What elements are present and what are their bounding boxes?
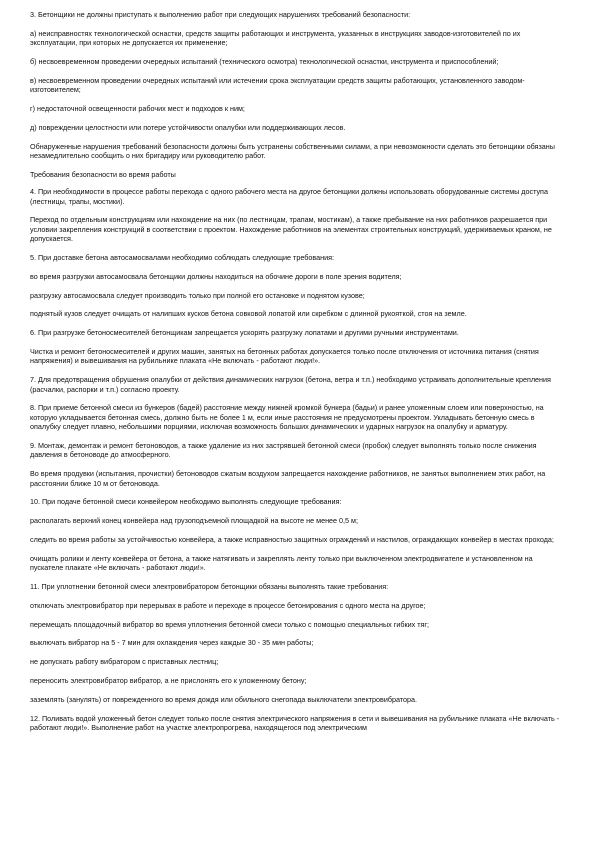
paragraph-item-d: д) повреждении целостности или потере устойчивости опалубки или поддерживающих лесов. <box>30 122 346 132</box>
paragraph-item-6: 6. При разгрузке бетоносмесителей бетонщикам запрещается ускорять разгрузку лопатами и другими ручными инструментами. <box>30 328 459 338</box>
paragraph-item-8: 8. При приеме бетонной смеси из бункеров (бадей) расстояние между нижней кромкой бункера (бадьи) и ранее уложенным слоем или поверхностью, на которую укладывается бетонная смесь, должно быть не более 1 м, если иные расстояния не предусмотрены проектом. Укладывать бетонную смесь в опалубку следует плавно, небольшими порциями, исключая возможность больших динамических и ударных нагрузок на опалубку и арматуру. <box>30 403 544 432</box>
paragraph-conveyor-cleaning: очищать ролики и ленту конвейера от бетона, а также натягивать и закреплять ленту только при выключенном электродвигателе и установленном на пускателе плакате «Не включать - работают люди!». <box>30 553 533 573</box>
section-heading-during-work: Требования безопасности во время работы <box>30 169 176 179</box>
paragraph-item-v: в) несвоевременном проведении очередных испытаний или истечении срока эксплуатации средств защиты работающих, установленного заводом-изготовителем; <box>30 75 525 95</box>
paragraph-item-3-intro: 3. Бетонщики не должны приступать к выполнению работ при следующих нарушениях требований безопасности: <box>30 10 411 19</box>
paragraph-truck-unloading-position: во время разгрузки автосамосвала бетонщики должны находиться на обочине дороги в поле зрения водителя; <box>30 271 402 281</box>
paragraph-item-12: 12. Поливать водой уложенный бетон следует только после снятия электрического напряжения в сети и вывешивания на рубильнике плаката «Не включать - работают люди!». Выполнение работ на участке электропрогрева, находящегося под электрическим <box>30 713 560 732</box>
paragraph-item-9: 9. Монтаж, демонтаж и ремонт бетоноводов, а также удаление из них застрявшей бетонной смеси (пробок) следует выполнять только после снижения давления в бетоноводе до атмосферного. <box>30 441 537 460</box>
paragraph-item-11: 11. При уплотнении бетонной смеси электровибратором бетонщики обязаны выполнять такие требования: <box>30 582 389 592</box>
paragraph-item-7: 7. Для предотвращения обрушения опалубки от действия динамических нагрузок (бетона, ветра и т.п.) необходимо устраивать дополнительные крепления (расчалки, распорки и т.п.) согласно проекту. <box>30 375 551 394</box>
paragraph-truck-unloading-stop: разгрузку автосамосвала следует производить только при полной его остановке и поднятом кузове; <box>30 290 365 300</box>
paragraph-item-10: 10. При подаче бетонной смеси конвейером необходимо выполнять следующие требования: <box>30 497 342 507</box>
paragraph-item-g: г) недостаточной освещенности рабочих мест и подходов к ним; <box>30 104 245 113</box>
paragraph-pipeline-purging: Во время продувки (испытания, прочистки) бетоноводов сжатым воздухом запрещается нахождение работников, не занятых выполнением этих работ, на расстоянии ближе 10 м от бетоновода. <box>30 469 546 488</box>
paragraph-vibrator-grounding: заземлять (занулять) от поврежденного во время дождя или обильного снегопада выключатели электровибратора. <box>30 694 418 704</box>
paragraph-item-4: 4. При необходимости в процессе работы перехода с одного рабочего места на другое бетонщики должны использовать оборудованные системы доступа (лестницы, трапы, мостики). <box>30 187 548 206</box>
paragraph-vibrator-moving: перемещать площадочный вибратор во время уплотнения бетонной смеси только с помощью специальных гибких тяг; <box>30 619 430 629</box>
paragraph-item-b: б) несвоевременном проведении очередных испытаний (технического осмотра) технологической оснастки, инструмента и приспособлений; <box>30 57 499 66</box>
paragraph-item-5: 5. При доставке бетона автосамосвалами необходимо соблюдать следующие требования: <box>30 253 334 263</box>
paragraph-mixer-cleaning: Чистка и ремонт бетоносмесителей и других машин, занятых на бетонных работах допускается только после отключения от источника питания (снятия напряжения) и вывешивания на рубильнике плаката «Не включать - работают люди!». <box>30 347 539 366</box>
paragraph-vibrator-carry: переносить электровибратор вибратор, а не прислонять его к уложенному бетону; <box>30 676 307 685</box>
paragraph-item-a: а) неисправностях технологической оснастки, средств защиты работающих и инструмента, указанных в инструкциях заводов-изготовителей по их эксплуатации, при которых не допускается их применение; <box>30 28 521 48</box>
paragraph-vibrator-cooling: выключать вибратор на 5 - 7 мин для охлаждения через каждые 30 - 35 мин работы; <box>30 638 314 648</box>
paragraph-truck-body-cleaning: поднятый кузов следует очищать от налипших кусков бетона совковой лопатой или скребком с длинной рукояткой, стоя на земле. <box>30 309 467 319</box>
paragraph-structures-passage: Переход по отдельным конструкциям или нахождение на них (по лестницам, трапам, мостикам), а также пребывание на них работников разрешается при условии закрепления конструкций в соответствии с проектом. Нахождение работников на элементах строительных конструкций, удерживаемых краном, не допускается. <box>30 215 552 244</box>
paragraph-violations-note: Обнаруженные нарушения требований безопасности должны быть устранены собственными силами, а при невозможности сделать это бетонщики обязаны незамедлительно сообщить о них бригадиру или руководителю работ. <box>30 141 555 160</box>
paragraph-conveyor-height: располагать верхний конец конвейера над грузоподъемной площадкой на высоте не менее 0,5 м; <box>30 516 358 526</box>
paragraph-vibrator-switch-off: отключать электровибратор при перерывах в работе и переходе в процессе бетонирования с одного места на другое; <box>30 600 426 610</box>
paragraph-vibrator-ladders: не допускать работу вибратором с приставных лестниц; <box>30 657 219 667</box>
paragraph-conveyor-stability: следить во время работы за устойчивостью конвейера, а также исправностью защитных ограждений и настилов, ограждающих конвейер в местах прохода; <box>30 535 554 545</box>
